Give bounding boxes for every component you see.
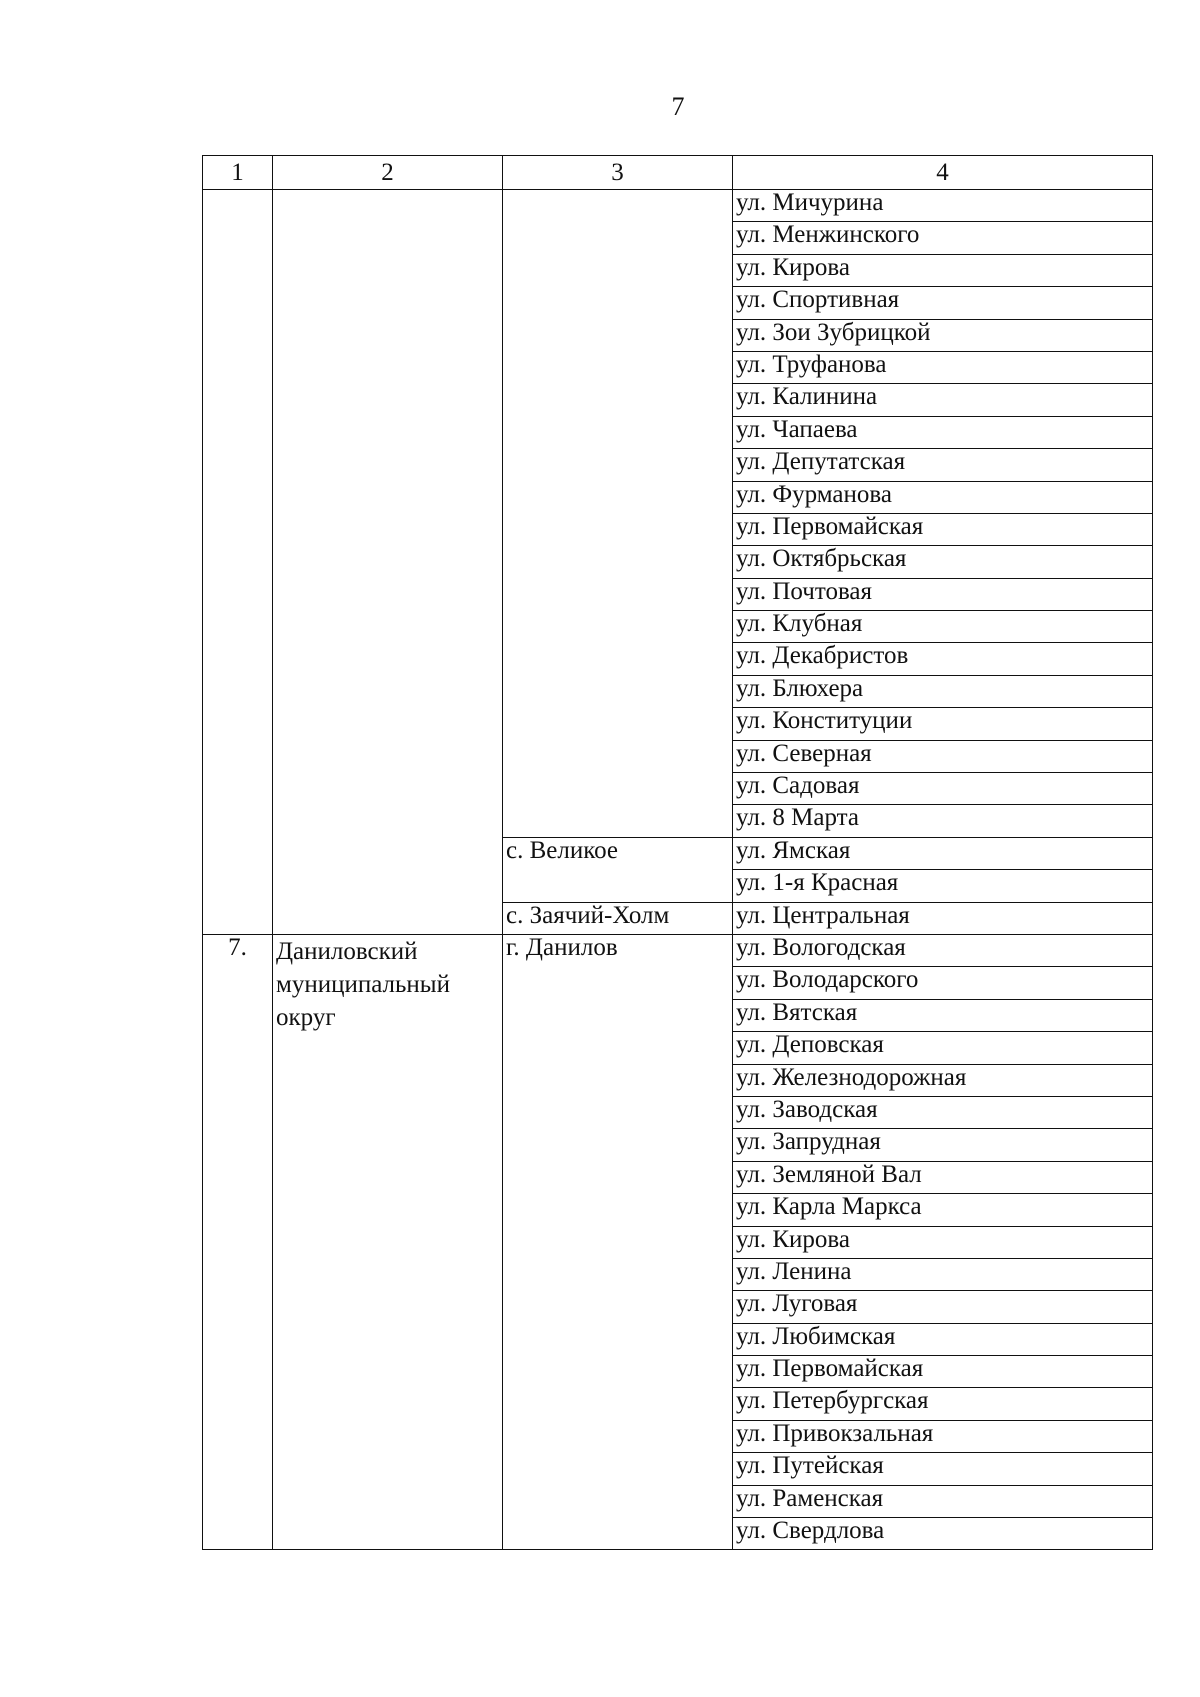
street-cell: ул. Деповская [733, 1032, 1153, 1064]
street-cell: ул. Свердлова [733, 1518, 1153, 1550]
header-col-4: 4 [733, 156, 1153, 190]
street-cell: ул. Мичурина [733, 190, 1153, 222]
street-cell: ул. Первомайская [733, 513, 1153, 545]
entry-number-cell: 7. [203, 934, 273, 1549]
street-cell: ул. Блюхера [733, 675, 1153, 707]
header-row [203, 156, 1153, 190]
street-cell: ул. Клубная [733, 611, 1153, 643]
street-cell: ул. Центральная [733, 902, 1153, 934]
header-col-1: 1 [203, 156, 273, 190]
street-cell: ул. Садовая [733, 773, 1153, 805]
settlement-cell: с. Великое [503, 837, 733, 902]
table-row [203, 190, 1153, 222]
street-cell: ул. Запрудная [733, 1129, 1153, 1161]
street-cell: ул. Чапаева [733, 416, 1153, 448]
street-cell: ул. Декабристов [733, 643, 1153, 675]
street-cell: ул. Путейская [733, 1453, 1153, 1485]
region-cell: Даниловский муниципальный округ [273, 934, 503, 1549]
street-cell: ул. Спортивная [733, 287, 1153, 319]
settlement-cell [503, 190, 733, 838]
street-cell: ул. Ямская [733, 837, 1153, 869]
street-cell: ул. Кирова [733, 1226, 1153, 1258]
street-cell: ул. 1-я Красная [733, 870, 1153, 902]
street-cell: ул. Луговая [733, 1291, 1153, 1323]
header-col-2: 2 [273, 156, 503, 190]
street-cell: ул. Кирова [733, 254, 1153, 286]
street-cell: ул. Менжинского [733, 222, 1153, 254]
street-cell: ул. Земляной Вал [733, 1161, 1153, 1193]
street-cell: ул. Привокзальная [733, 1420, 1153, 1452]
street-cell: ул. Петербургская [733, 1388, 1153, 1420]
street-cell: ул. Вологодская [733, 934, 1153, 966]
address-table-body [203, 156, 1153, 1550]
settlement-cell: с. Заячий-Холм [503, 902, 733, 934]
street-cell: ул. Калинина [733, 384, 1153, 416]
page-number: 7 [671, 92, 685, 121]
street-cell: ул. Депутатская [733, 449, 1153, 481]
street-cell: ул. Вятская [733, 999, 1153, 1031]
street-cell: ул. 8 Марта [733, 805, 1153, 837]
street-cell: ул. Любимская [733, 1323, 1153, 1355]
street-cell: ул. Володарского [733, 967, 1153, 999]
street-cell: ул. Ленина [733, 1258, 1153, 1290]
street-cell: ул. Карла Маркса [733, 1194, 1153, 1226]
street-cell: ул. Конституции [733, 708, 1153, 740]
settlement-cell: г. Данилов [503, 934, 733, 1549]
street-cell: ул. Почтовая [733, 578, 1153, 610]
street-cell: ул. Первомайская [733, 1356, 1153, 1388]
street-cell: ул. Фурманова [733, 481, 1153, 513]
street-cell: ул. Октябрьская [733, 546, 1153, 578]
street-cell: ул. Зои Зубрицкой [733, 319, 1153, 351]
street-cell: ул. Заводская [733, 1096, 1153, 1128]
street-cell: ул. Северная [733, 740, 1153, 772]
table-row [203, 934, 1153, 966]
header-col-3: 3 [503, 156, 733, 190]
street-cell: ул. Железнодорожная [733, 1064, 1153, 1096]
region-cell [273, 190, 503, 935]
street-cell: ул. Труфанова [733, 351, 1153, 383]
street-cell: ул. Раменская [733, 1485, 1153, 1517]
address-table [202, 155, 1153, 1550]
entry-number-cell [203, 190, 273, 935]
